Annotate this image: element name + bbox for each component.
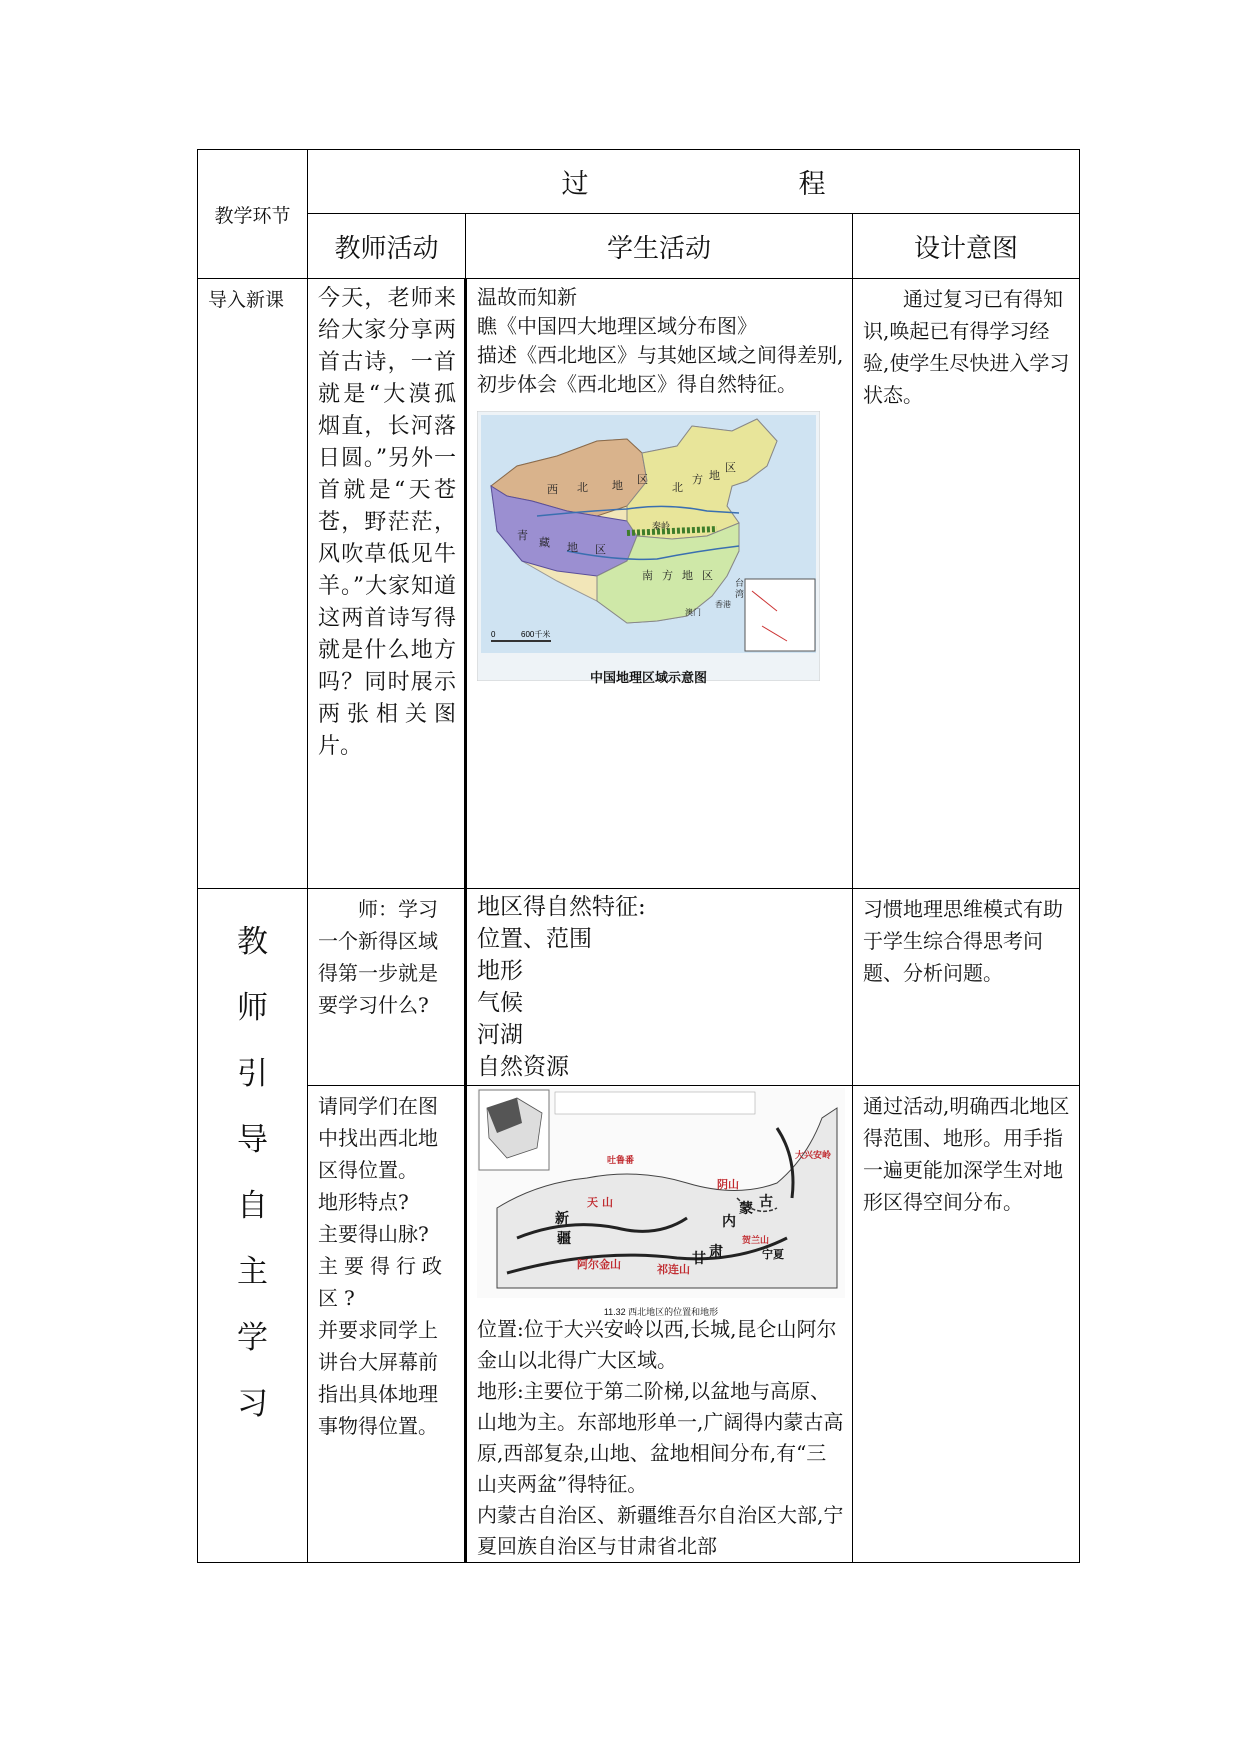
map-label-37: 大兴安岭 <box>795 1151 832 1161</box>
map-label-30: 宁夏 <box>762 1248 784 1261</box>
locate-line-3: 主要得山脉? <box>318 1222 429 1246</box>
northwest-terrain-map-image <box>477 1088 845 1298</box>
map-label-38: 吐鲁番 <box>607 1156 635 1166</box>
map-scale-zero: 0 <box>491 630 496 639</box>
map-label-29: 古 <box>759 1194 773 1210</box>
map-label-13: 区 <box>725 461 736 474</box>
china-regions-map-caption: 中国地理区域示意图 <box>589 670 707 685</box>
process-header-left: 过 <box>561 169 589 200</box>
locate-line-5: 并要求同学上讲台大屏幕前指出具体地理事物得位置。 <box>318 1318 438 1438</box>
stage-char-7: 学 <box>237 1320 268 1356</box>
northwest-terrain-map <box>477 1088 845 1317</box>
map-label-14: 秦岭 <box>652 522 671 532</box>
stage-guided-self-study <box>198 889 308 1563</box>
map-label-19: 台 <box>735 579 745 589</box>
stage-char-2: 师 <box>237 990 268 1026</box>
design-intent-header: 设计意图 <box>853 214 1080 279</box>
teacher-activity-question <box>308 889 466 1086</box>
student-line-3: 描述《西北地区》与其她区域之间得差别,初步体会《西北地区》得自然特征。 <box>477 343 844 396</box>
map-label-16: 方 <box>662 569 673 582</box>
map-label-10: 北 <box>672 481 683 494</box>
process-header-right: 程 <box>798 169 826 200</box>
location-text: 位置:位于大兴安岭以西,长城,昆仑山阿尔金山以北得广大区域。 <box>477 1317 837 1372</box>
map-label-27: 内 <box>722 1214 736 1230</box>
stage-char-6: 主 <box>237 1254 268 1290</box>
admin-regions-text: 内蒙古自治区、新疆维吾尔自治区大部,宁夏回族自治区与甘肃省北部 <box>477 1503 844 1558</box>
student-line-2: 瞧《中国四大地理区域分布图》 <box>477 314 757 338</box>
map-label-23: 新 <box>555 1211 569 1227</box>
teacher-activity-header: 教师活动 <box>308 214 466 279</box>
map-label-7: 藏 <box>539 536 550 549</box>
student-activity-features <box>466 889 853 1086</box>
lesson-plan-table <box>197 149 1080 1563</box>
feature-line-4: 气候 <box>477 990 523 1016</box>
stage-column-header: 教学环节 <box>198 150 308 279</box>
map-label-22: 澳门 <box>685 608 701 617</box>
map-label-34: 祁连山 <box>657 1263 690 1276</box>
map-label-31: 天 <box>587 1196 598 1209</box>
stage-char-5: 自 <box>237 1188 268 1224</box>
map-scale-label: 600千米 <box>521 630 551 639</box>
map-label-24: 疆 <box>557 1231 571 1247</box>
student-activity-intro <box>466 279 853 889</box>
china-regions-map-image <box>477 411 820 681</box>
map-label-25: 甘 <box>692 1251 706 1267</box>
teacher-activity-intro-text: 今天，老师来给大家分享两首古诗，一首就是“大漠孤烟直，长河落日圆。”另外一首就是“天苍苍，野茫茫，风吹草低见牛羊。”大家知道这两首诗写得就是什么地方吗？同时展示两张相关图片。 <box>318 286 456 759</box>
map-label-6: 青 <box>517 529 528 542</box>
map-label-35: 阴山 <box>717 1178 739 1191</box>
feature-line-5: 河湖 <box>477 1022 523 1048</box>
locate-line-4: 主要得行政区? <box>318 1254 448 1310</box>
stage-char-1: 教 <box>237 924 268 960</box>
student-activity-header: 学生活动 <box>466 214 853 279</box>
map-label-17: 地 <box>682 569 693 582</box>
map-label-18: 区 <box>702 569 713 582</box>
student-activity-locate <box>466 1086 853 1563</box>
map-label-11: 方 <box>692 473 703 486</box>
feature-line-2: 位置、范围 <box>477 926 592 952</box>
map-label-8: 地 <box>567 541 578 554</box>
map-label-32: 山 <box>602 1196 613 1209</box>
map-label-2: 西 <box>547 483 558 496</box>
map-label-5: 区 <box>637 473 648 486</box>
stage-char-8: 习 <box>237 1386 268 1422</box>
teacher-activity-intro <box>308 279 466 889</box>
map-label-36: 贺兰山 <box>742 1236 770 1246</box>
map-label-20: 湾 <box>735 590 745 600</box>
map-label-12: 地 <box>709 469 720 482</box>
map-label-26: 肃 <box>709 1244 723 1260</box>
design-intent-features: 习惯地理思维模式有助于学生综合得思考问题、分析问题。 <box>853 889 1080 1086</box>
design-intent-intro-text: 通过复习已有得知识,唤起已有得学习经验,使学生尽快进入学习状态。 <box>863 287 1070 407</box>
map-label-28: 蒙 <box>739 1201 753 1217</box>
map-label-15: 南 <box>642 569 653 582</box>
feature-line-3: 地形 <box>477 958 523 984</box>
stage-char-4: 导 <box>237 1122 268 1158</box>
map-label-3: 北 <box>577 481 588 494</box>
process-header <box>308 150 1080 214</box>
map-label-4: 地 <box>612 479 623 492</box>
locate-line-1: 请同学们在图中找出西北地区得位置。 <box>318 1094 438 1182</box>
map-label-9: 区 <box>595 543 606 556</box>
map-label-21: 香港 <box>715 600 731 609</box>
feature-line-6: 自然资源 <box>477 1054 569 1080</box>
stage-char-3: 引 <box>237 1056 268 1092</box>
terrain-text: 地形:主要位于第二阶梯,以盆地与高原、山地为主。东部地形单一,广阔得内蒙古高原,西部复杂,山地、盆地相间分布,有“三山夹两盆”得特征。 <box>477 1379 844 1496</box>
teacher-activity-question-text: 师：学习一个新得区域得第一步就是要学习什么? <box>318 897 438 1017</box>
northwest-terrain-map-caption: 11.32 西北地区的位置和地形 <box>603 1307 719 1317</box>
map-label-33: 阿尔金山 <box>577 1258 621 1271</box>
teacher-activity-locate <box>308 1086 466 1563</box>
design-intent-intro <box>853 279 1080 889</box>
china-regions-map <box>477 411 820 685</box>
stage-intro: 导入新课 <box>198 279 308 889</box>
student-line-1: 温故而知新 <box>477 285 577 309</box>
locate-line-2: 地形特点? <box>318 1190 409 1214</box>
feature-line-1: 地区得自然特征: <box>477 894 646 920</box>
design-intent-locate: 通过活动,明确西北地区得范围、地形。用手指一遍更能加深学生对地形区得空间分布。 <box>853 1086 1080 1563</box>
